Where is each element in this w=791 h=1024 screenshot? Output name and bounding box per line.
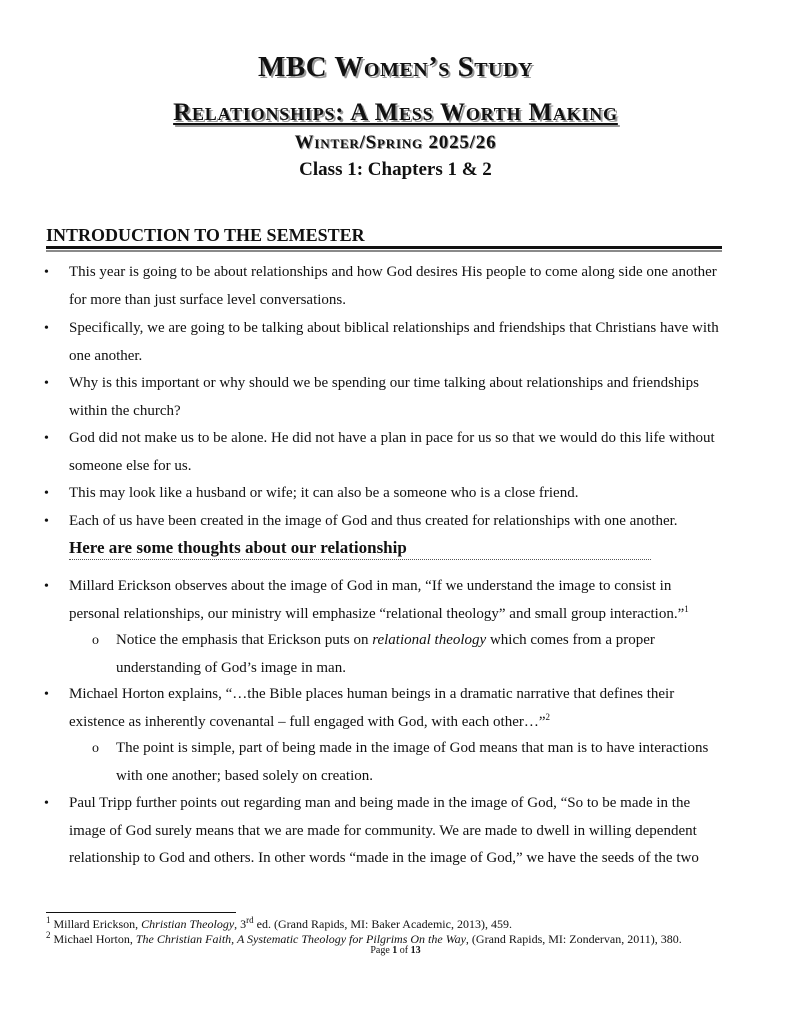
list-item [69,370,749,425]
footnote-superscript: rd [246,915,254,925]
list-item-line [69,709,749,737]
subheading-divider [69,559,651,560]
document-subtitle-text: Relationships: A Mess Worth Making [173,99,618,126]
class-title: Class 1: Chapters 1 & 2 [299,159,492,180]
footnote-text: Millard Erickson, [50,917,142,931]
list-item-horton [69,681,749,736]
list-item-line: This may look like a husband or wife; it can also be a someone who is a close friend. [69,485,579,501]
list-item-tripp [69,790,749,873]
footnote-text: ed. (Grand Rapids, MI: Baker Academic, 2013), 459. [253,917,512,931]
bullet-icon: • [44,376,49,391]
list-item-line: Why is this important or why should we be spending our time talking about relationships and friendships [69,375,699,391]
footnote-text: Michael Horton, [50,932,136,946]
list-item-line: understanding of God’s image in man. [116,659,346,676]
list-item-line [69,601,749,629]
bullet-icon: • [44,579,49,594]
document-title-text: MBC Women’s Study [258,51,533,83]
page-total: 13 [410,945,421,956]
list-item [69,315,749,370]
page-of-label: of [397,945,411,956]
list-item-line: Millard Erickson observes about the image of God in man, “If we understand the image to consist in [69,578,672,594]
list-item-line: within the church? [69,402,181,419]
list-item-line: Specifically, we are going to be talking about biblical relationships and friendships that Christians have with [69,320,719,336]
document-term [0,132,791,154]
page-number [0,945,791,956]
list-item-line: Paul Tripp further points out regarding man and being made in the image of God, “So to be made in the [69,795,691,811]
bullet-icon: • [44,265,49,280]
footnote-number: 1 [46,915,51,925]
section-divider [46,246,722,249]
sub-bullet-icon: o [92,633,99,648]
section-heading-introduction: INTRODUCTION TO THE SEMESTER [46,225,365,245]
sub-bullet-icon: o [92,741,99,756]
list-item [69,480,749,508]
list-item [69,259,749,314]
list-item-line: The point is simple, part of being made in the image of God means that man is to have interactions [116,740,709,756]
list-item-line: relationship to God and others. In other words “made in the image of God,” we have the seeds of the two [69,850,699,866]
list-item-line: with one another; based solely on creation. [116,767,374,784]
list-item-line: This year is going to be about relationships and how God desires His people to come along side one another [69,264,717,280]
list-item-line [116,627,751,655]
page-label: Page [370,945,393,956]
list-item [69,508,749,536]
footnote-number: 2 [46,930,51,940]
bullet-icon: • [44,431,49,446]
footnote-1 [46,917,512,931]
list-item-line: for more than just surface level conversations. [69,291,346,308]
list-item-line: Each of us have been created in the image of God and thus created for relationships with one another. [69,513,678,529]
section-divider-shadow [46,250,722,252]
emphasis-text: relational theology [372,632,487,648]
document-subtitle [0,99,791,127]
sub-text: Notice the emphasis that Erickson puts on [116,632,373,648]
footnote-ref-2: 2 [545,711,550,722]
bullet-icon: • [44,514,49,529]
bullet-icon: • [44,321,49,336]
list-item-line: someone else for us. [69,457,192,474]
document-title [0,51,791,84]
footnote-2 [46,932,682,946]
bullet-icon: • [44,796,49,811]
subheading-thoughts: Here are some thoughts about our relationship [69,538,407,557]
footnote-divider [46,912,236,913]
bullet-icon: • [44,687,49,702]
sub-text: which comes from a proper [486,632,655,648]
footnote-ref-1: 1 [684,603,689,614]
sub-list-item [116,627,751,682]
list-item-line: God did not make us to be alone. He did not have a plan in pace for us so that we would do this life without [69,430,715,446]
list-item-line: Michael Horton explains, “…the Bible places human beings in a dramatic narrative that defines their [69,686,675,702]
footnote-book-title: The Christian Faith, A Systematic Theology for Pilgrims On the Way [135,932,466,946]
page-current: 1 [392,945,398,956]
list-item-erickson [69,573,749,628]
footnote-book-title: Christian Theology [141,917,235,931]
bullet-icon: • [44,486,49,501]
footnote-text: , 3 [234,917,247,931]
quote-text: personal relationships, our ministry will emphasize “relational theology” and small group interaction.” [69,605,685,622]
list-item-line: one another. [69,347,143,364]
sub-list-item [116,735,751,790]
list-item-line: image of God surely means that we are made for community. We are made to dwell in willing dependent [69,822,697,839]
quote-text: existence as inherently covenantal – full engaged with God, with each other…” [69,713,546,730]
list-item [69,425,749,480]
footnote-text: , (Grand Rapids, MI: Zondervan, 2011), 380. [465,932,682,946]
document-term-text: Winter/Spring 2025/26 [294,132,497,153]
